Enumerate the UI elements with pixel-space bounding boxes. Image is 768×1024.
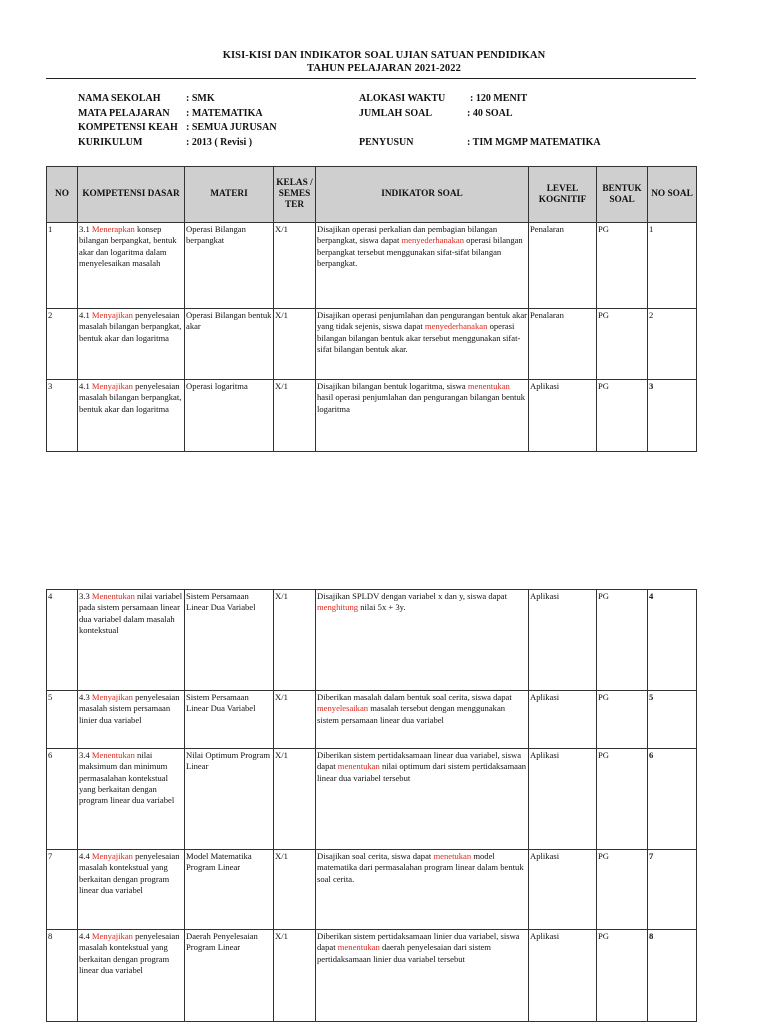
meta-value-kurikulum: : 2013 ( Revisi ) (186, 137, 253, 148)
table-row (47, 930, 697, 1022)
indikator-verb: menentukan (467, 381, 510, 391)
cell-level-kognitif: Aplikasi (529, 590, 597, 691)
cell-indikator-soal: Disajikan bilangan bentuk logaritma, siswa menentukan hasil operasi penjumlahan dan pengurangan bilangan bentuk logaritma (316, 380, 529, 452)
cell-indikator-soal: Diberikan sistem pertidaksamaan linier dua variabel, siswa dapat menentukan daerah penyelesaian dari sistem pertidaksamaan linier dua variabel tersebut (316, 930, 529, 1022)
meta-value-kompetensi-keahlian: : SEMUA JURUSAN (186, 122, 277, 133)
cell-no: 5 (47, 691, 78, 749)
document-title: KISI-KISI DAN INDIKATOR SOAL UJIAN SATUAN PENDIDIKAN (222, 50, 546, 61)
cell-kompetensi-dasar: 3.4 Menentukan nilai maksimum dan minimum permasalahan kontekstual yang berkaitan dengan program linear dua variabel (78, 749, 185, 850)
meta-label-penyusun: PENYUSUN (359, 137, 414, 148)
cell-kompetensi-dasar: 4.4 Menyajikan penyelesaian masalah kontekstual yang berkaitan dengan program linear dua variabel (78, 930, 185, 1022)
cell-kompetensi-dasar: 4.3 Menyajikan penyelesaian masalah sistem persamaan linier dua variabel (78, 691, 185, 749)
cell-kelas-semester: X/1 (274, 691, 316, 749)
cell-no-soal: 7 (648, 850, 697, 930)
cell-bentuk-soal: PG (597, 223, 648, 309)
cell-level-kognitif: Aplikasi (529, 850, 597, 930)
indikator-verb: menyederhanakan (424, 321, 488, 332)
header-indikator-soal: INDIKATOR SOAL (316, 167, 529, 223)
cell-bentuk-soal: PG (597, 930, 648, 1022)
meta-label-mata-pelajaran: MATA PELAJARAN (78, 108, 170, 119)
cell-kompetensi-dasar: 4.4 Menyajikan penyelesaian masalah kontekstual yang berkaitan dengan program linear dua variabel (78, 850, 185, 930)
header-materi: MATERI (185, 167, 274, 223)
kisi-kisi-table-continued (46, 589, 697, 1022)
header-bentuk-soal: BENTUK SOAL (597, 167, 648, 223)
document-subtitle: TAHUN PELAJARAN 2021-2022 (307, 63, 461, 74)
indikator-verb: menetukan (433, 851, 472, 861)
cell-materi: Sistem Persamaan Linear Dua Variabel (185, 691, 274, 749)
table-row (47, 749, 697, 850)
cell-kompetensi-dasar: 3.3 Menentukan nilai variabel pada sistem persamaan linear dua variabel dalam masalah kontekstual (78, 590, 185, 691)
cell-indikator-soal: Diberikan sistem pertidaksamaan linear dua variabel, siswa dapat menentukan nilai optimum dari sistem pertidaksamaan linear dua variabel tersebut (316, 749, 529, 850)
kd-verb: Menerapkan (91, 224, 135, 234)
cell-materi: Operasi Bilangan berpangkat (185, 223, 274, 309)
meta-label-jumlah-soal: JUMLAH SOAL (359, 108, 433, 119)
cell-no-soal: 3 (648, 380, 697, 452)
cell-kelas-semester: X/1 (274, 930, 316, 1022)
table-header-row (47, 167, 697, 223)
cell-no: 3 (47, 380, 78, 452)
cell-kompetensi-dasar: 4.1 Menyajikan penyelesaian masalah bilangan berpangkat, bentuk akar dan logaritma (78, 309, 185, 380)
cell-bentuk-soal: PG (597, 850, 648, 930)
table-row (47, 590, 697, 691)
cell-materi: Sistem Persamaan Linear Dua Variabel (185, 590, 274, 691)
table-row (47, 850, 697, 930)
meta-value-nama-sekolah: : SMK (186, 93, 215, 104)
header-kelas-semester: KELAS / SEMES TER (274, 167, 316, 223)
cell-no: 4 (47, 590, 78, 691)
cell-no: 1 (47, 223, 78, 309)
indikator-verb: menyelesaikan (317, 703, 369, 714)
cell-no-soal: 2 (648, 309, 697, 380)
meta-label-kurikulum: KURIKULUM (78, 137, 143, 148)
kd-verb: Menyajikan (91, 851, 133, 861)
table-row (47, 691, 697, 749)
cell-indikator-soal: Disajikan soal cerita, siswa dapat menetukan model matematika dari permasalahan program linear dalam bentuk soal cerita. (316, 850, 529, 930)
cell-indikator-soal: Diberikan masalah dalam bentuk soal cerita, siswa dapat menyelesaikan masalah tersebut dengan menggunakan sistem persamaan linear dua variabel (316, 691, 529, 749)
cell-no: 7 (47, 850, 78, 930)
table-body-1 (47, 223, 697, 452)
meta-value-alokasi-waktu: : 120 MENIT (470, 93, 528, 104)
indikator-verb: menentukan (337, 761, 380, 772)
header-no-soal: NO SOAL (648, 167, 697, 223)
table-body-2 (47, 590, 697, 1022)
meta-value-penyusun: : TIM MGMP MATEMATIKA (467, 137, 601, 148)
cell-no: 6 (47, 749, 78, 850)
cell-no-soal: 6 (648, 749, 697, 850)
meta-value-jumlah-soal: : 40 SOAL (467, 108, 513, 119)
header-kompetensi-dasar: KOMPETENSI DASAR (78, 167, 185, 223)
cell-kelas-semester: X/1 (274, 590, 316, 691)
cell-materi: Daerah Penyelesaian Program Linear (185, 930, 274, 1022)
table-row (47, 223, 697, 309)
cell-bentuk-soal: PG (597, 691, 648, 749)
kd-verb: Menyajikan (91, 310, 133, 320)
cell-no: 8 (47, 930, 78, 1022)
meta-label-kompetensi-keahlian: KOMPETENSI KEAH (78, 122, 178, 133)
kisi-kisi-table (46, 166, 697, 452)
cell-materi: Operasi logaritma (185, 380, 274, 452)
cell-kompetensi-dasar: 4.1 Menyajikan penyelesaian masalah bilangan berpangkat, bentuk akar dan logaritma (78, 380, 185, 452)
cell-materi: Operasi Bilangan bentuk akar (185, 309, 274, 380)
header-level-kognitif: LEVEL KOGNITIF (529, 167, 597, 223)
cell-level-kognitif: Aplikasi (529, 380, 597, 452)
table-row (47, 380, 697, 452)
cell-materi: Model Matematika Program Linear (185, 850, 274, 930)
cell-bentuk-soal: PG (597, 749, 648, 850)
cell-bentuk-soal: PG (597, 590, 648, 691)
cell-level-kognitif: Penalaran (529, 309, 597, 380)
cell-kelas-semester: X/1 (274, 380, 316, 452)
cell-no-soal: 1 (648, 223, 697, 309)
cell-no: 2 (47, 309, 78, 380)
cell-bentuk-soal: PG (597, 309, 648, 380)
cell-no-soal: 5 (648, 691, 697, 749)
kd-verb: Menentukan (91, 750, 135, 760)
cell-kompetensi-dasar: 3.1 Menerapkan konsep bilangan berpangkat, bentuk akar dan logaritma dalam menyelesaikan masalah (78, 223, 185, 309)
kd-verb: Menentukan (91, 591, 135, 601)
cell-no-soal: 4 (648, 590, 697, 691)
cell-kelas-semester: X/1 (274, 309, 316, 380)
indikator-verb: menentukan (337, 942, 380, 953)
header-no: NO (47, 167, 78, 223)
cell-bentuk-soal: PG (597, 380, 648, 452)
table-row (47, 309, 697, 380)
indikator-verb: menyederhanakan (401, 235, 465, 246)
cell-indikator-soal: Disajikan operasi perkalian dan pembagian bilangan berpangkat, siswa dapat menyederhanakan operasi bilangan berpangkat tersebut menggunakan sifat-sifat bilangan berpangkat. (316, 223, 529, 309)
kd-verb: Menyajikan (91, 931, 133, 941)
cell-kelas-semester: X/1 (274, 749, 316, 850)
cell-kelas-semester: X/1 (274, 223, 316, 309)
cell-level-kognitif: Penalaran (529, 223, 597, 309)
cell-kelas-semester: X/1 (274, 850, 316, 930)
cell-indikator-soal: Disajikan operasi penjumlahan dan pengurangan bentuk akar yang tidak sejenis, siswa dapat menyederhanakan operasi bilangan bilangan bentuk akar tersebut menggunakan sifat-sifat bilangan bentuk akar. (316, 309, 529, 380)
cell-level-kognitif: Aplikasi (529, 930, 597, 1022)
meta-label-alokasi-waktu: ALOKASI WAKTU (359, 93, 446, 104)
meta-label-nama-sekolah: NAMA SEKOLAH (78, 93, 161, 104)
meta-value-mata-pelajaran: : MATEMATIKA (186, 108, 263, 119)
indikator-verb: menghitung (317, 602, 359, 613)
cell-level-kognitif: Aplikasi (529, 691, 597, 749)
cell-indikator-soal: Disajikan SPLDV dengan variabel x dan y, siswa dapat menghitung nilai 5x + 3y. (316, 590, 529, 691)
kd-verb: Menyajikan (91, 692, 133, 702)
cell-no-soal: 8 (648, 930, 697, 1022)
cell-materi: Nilai Optimum Program Linear (185, 749, 274, 850)
title-divider (46, 78, 696, 79)
cell-level-kognitif: Aplikasi (529, 749, 597, 850)
kd-verb: Menyajikan (91, 381, 133, 391)
